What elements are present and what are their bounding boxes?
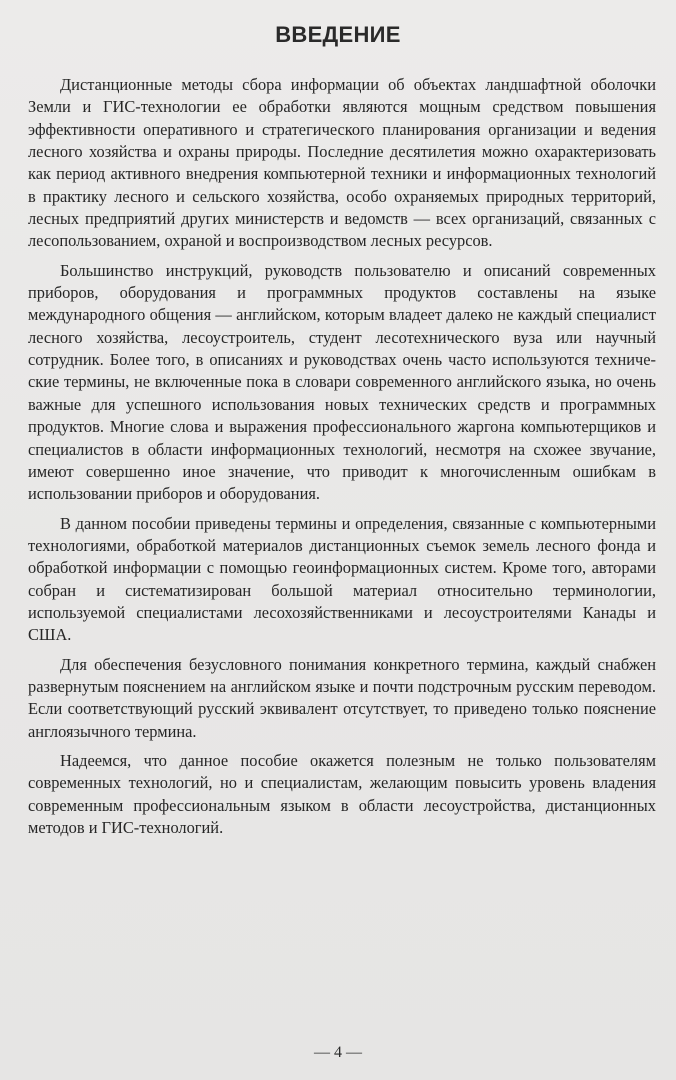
paragraph: Для обеспечения безусловного понимания конкретного термина, каждый снабжен развернутым пояснением на английском языке и почти подстрочным русским переводом. Если соответствующий русский эквивалент отсутствует, то приведено только пояснение англоязычного термина. — [28, 654, 656, 741]
page-number: — 4 — — [314, 1044, 362, 1061]
paragraph: Дистанционные методы сбора информации об объектах ландшафтной оболочки Земли и ГИС-технологии ее обработки являются мощным средством повышения эффективности оперативного и стратегического планирования организации и ведения лесного хозяйства и охраны природы. Последние десятилетия можно охарактеризовать как период активного внедрения компьютерной техники и информационных технологий в практику лесного и сельского хозяйства, особо охраняемых природных территорий, лесных предприятий других министерств и ведомств — всех организаций, связанных с лесопользованием, охраной и воспроизводством лесных ресурсов. — [28, 75, 656, 251]
body-text — [28, 74, 656, 846]
paragraph: Большинство инструкций, руководств пользователю и описаний современных приборов, оборудования и программных продуктов составлены на языке международного общения — английском, которым владеет далеко не каждый специалист лесного хозяйства, лесоустроитель, студент лесотехнического вуза или научный сотрудник. Более того, в описаниях и руководствах очень часто используются технические термины, не включенные пока в словари современного английского языка, но очень важные для успешного использования новых технических средств и программных продуктов. Многие слова и выражения профессионального жаргона компьютерщиков и специалистов в области информационных технологий, несмотря на схожее звучание, имеют совершенно иное значение, что приводит к многочисленным ошибкам в использовании приборов и оборудования. — [28, 260, 656, 504]
paragraph: Надеемся, что данное пособие окажется полезным не только пользователям современных технологий, но и специалистам, желающим повысить уровень владения современным профессиональным языком в области лесоустройства, дистанционных методов и ГИС-технологий. — [28, 750, 656, 837]
paragraph: В данном пособии приведены термины и определения, связанные с компьютерными технологиями, обработкой материалов дистанционных съемок земель лесного фонда и обработкой информации с помощью геоинформационных систем. Кроме того, авторами собран и систематизирован большой материал относительно терминологии, используемой специалистами лесохозяйственниками и лесоустроителями Канады и США. — [28, 513, 656, 645]
chapter-heading: ВВЕДЕНИЕ — [275, 22, 401, 47]
